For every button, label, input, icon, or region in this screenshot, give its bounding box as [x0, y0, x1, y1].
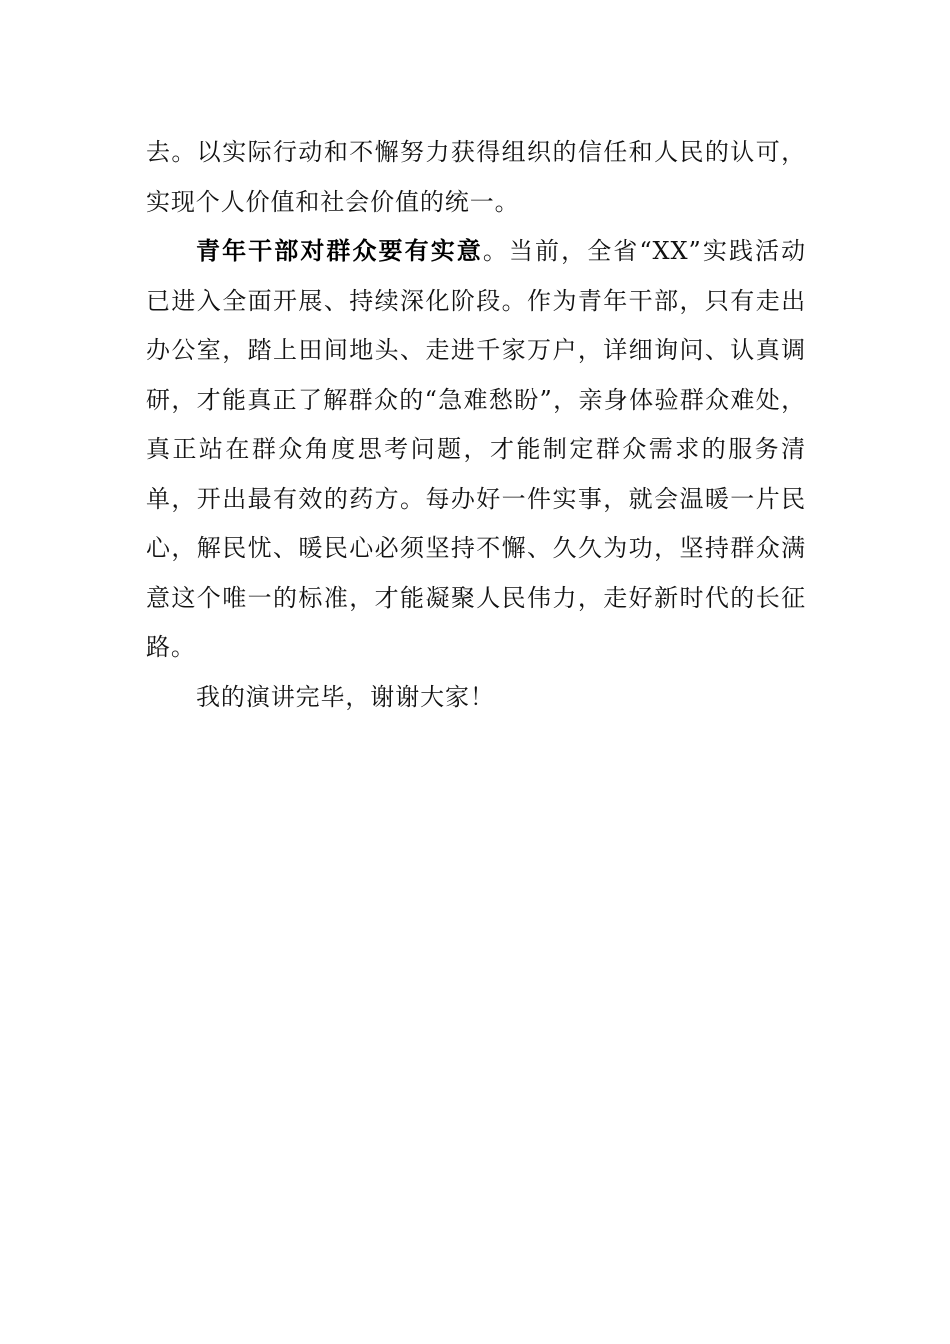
- paragraph-text: 去。以实际行动和不懈努力获得组织的信任和人民的认可，实现个人价值和社会价值的统一。: [146, 138, 806, 216]
- paragraph-text: 我的演讲完毕，谢谢大家！: [196, 682, 495, 711]
- paragraph-youth-cadres: [146, 227, 806, 673]
- paragraph-lead-heading: 青年干部对群众要有实意: [196, 237, 483, 265]
- document-body: [146, 128, 806, 722]
- paragraph-text: 。当前，全省“XX”实践活动已进入全面开展、持续深化阶段。作为青年干部，只有走出办公室，踏上田间地头、走进千家万户，详细询问、认真调研，才能真正了解群众的“急难愁盼”，亲身体验群众难处，真正站在群众角度思考问题，才能制定群众需求的服务清单，开出最有效的药方。每办好一件实事，就会温暖一片民心，解民忧、暖民心必须坚持不懈、久久为功，坚持群众满意这个唯一的标准，才能凝聚人民伟力，走好新时代的长征路。: [146, 237, 807, 661]
- paragraph-closing: [146, 673, 806, 723]
- paragraph-continuation: [146, 128, 806, 227]
